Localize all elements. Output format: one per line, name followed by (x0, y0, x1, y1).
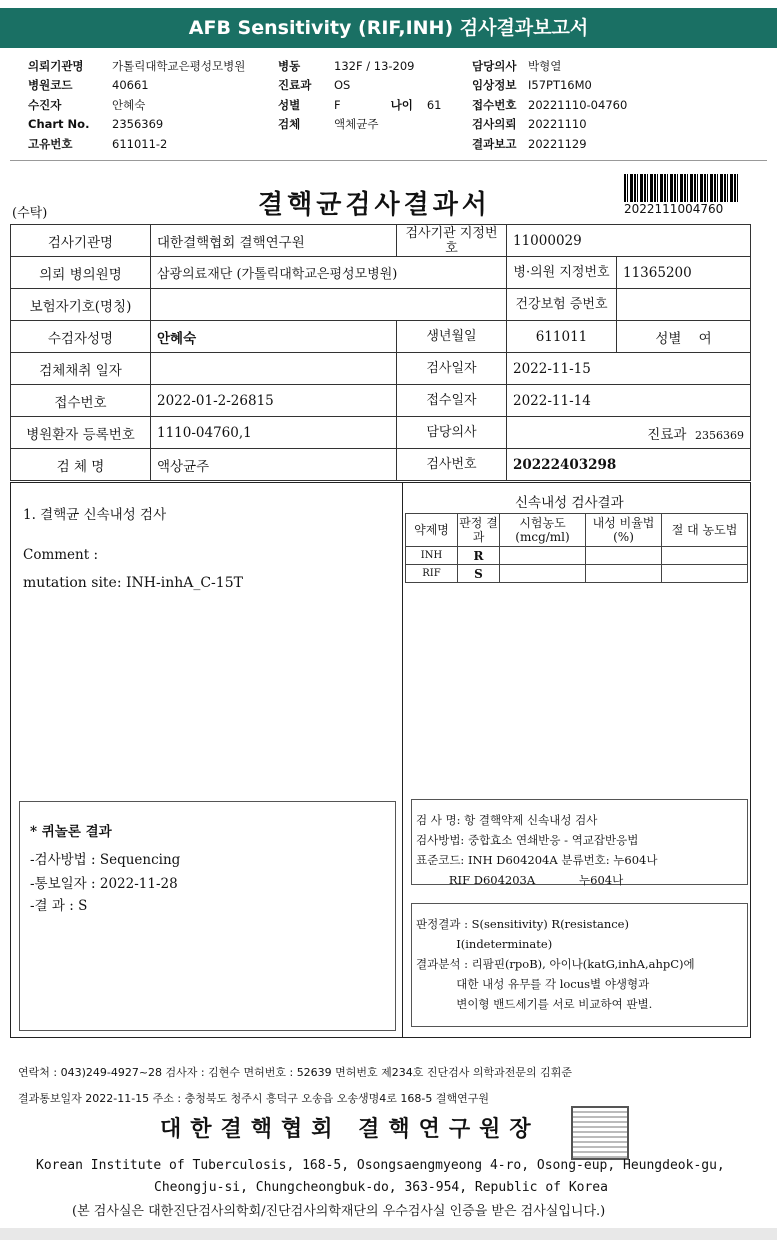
age-label: 나이 (390, 97, 413, 112)
dob-label: 생년월일 (397, 321, 507, 353)
insurance-no-label: 건강보험 증번호 (507, 289, 617, 321)
scanned-report (10, 172, 767, 1040)
institute-name: 대한결핵협회 결핵연구원장 (160, 1116, 540, 1142)
uid-label: 고유번호 (28, 136, 73, 151)
hosp-code-label: 병원코드 (28, 78, 73, 93)
lab-id-label: 검사기관 지정번호 (397, 225, 507, 257)
table-row (406, 565, 748, 583)
dept: OS (334, 78, 351, 93)
barcode-icon (624, 174, 738, 202)
rcpt-label: 접수번호 (11, 385, 151, 417)
test-date: 2022-11-15 (507, 353, 751, 385)
lab-id: 11000029 (507, 225, 751, 257)
rcpt-date-label: 접수일자 (397, 385, 507, 417)
th-ratio: 내성 비율법(%) (586, 514, 662, 547)
seal-stamp-icon (571, 1106, 629, 1160)
quinolone-title: * 퀴놀론 결과 (30, 824, 112, 840)
results-title: 신속내성 검사결과 (515, 495, 624, 511)
lab-name-label: 검사기관명 (11, 225, 151, 257)
document-title: 결핵균검사결과서 (258, 190, 491, 220)
dept-value-doc: 2356369 (695, 428, 744, 442)
judge-line: I(indeterminate) (416, 937, 553, 951)
english-address-2: Cheongju-si, Chungcheongbuk-do, 363-954, Republic of Korea (154, 1180, 608, 1195)
hosp-code: 40661 (112, 78, 149, 93)
comment-label: Comment : (23, 547, 99, 563)
quinolone-result: -결 과 : S (30, 898, 88, 914)
req-hosp-label: 의뢰 병의원명 (11, 257, 151, 289)
certification-note: (본 검사실은 대한진단검사의학회/진단검사의학재단의 우수검사실 인증을 받은 검사실입니다.) (72, 1204, 606, 1219)
ordering-org: 가톨릭대학교은평성모병원 (112, 58, 246, 73)
quinolone-date: -통보일자 : 2022-11-28 (30, 876, 178, 892)
sex-label-doc: 성별 (655, 330, 682, 347)
section-title: 1. 결핵균 신속내성 검사 (23, 507, 167, 523)
doctor-label: 담당의사 (472, 58, 517, 73)
test-date-label: 검사일자 (397, 353, 507, 385)
specimen-label: 검체 (278, 117, 301, 132)
age-value: 61 (426, 97, 442, 112)
patient-name: 안혜숙 (112, 97, 146, 112)
quinolone-box (19, 801, 396, 1031)
dept-label-doc: 진료과 (647, 426, 687, 443)
insurance-no (617, 289, 751, 321)
patient-header (28, 56, 748, 154)
patient-label: 수진자 (28, 97, 62, 112)
uid: 611011-2 (112, 136, 168, 151)
insured (151, 289, 507, 321)
spec-label: 검 체 명 (11, 449, 151, 481)
hosp-id-label: 병·의원 지정번호 (507, 257, 617, 289)
collect-label: 검체채취 일자 (11, 353, 151, 385)
receipt-label: 접수번호 (472, 97, 517, 112)
english-address-1: Korean Institute of Tuberculosis, 168-5, Osongsaengmyeong 4-ro, Osong-eup, Heungdeok-gu, (36, 1158, 725, 1173)
info-line: 검 사 명: 항 결핵약제 신속내성 검사 (416, 813, 598, 827)
report-banner: AFB Sensitivity (RIF,INH) 검사결과보고서 (0, 8, 777, 48)
request-label: 검사의뢰 (472, 117, 517, 132)
divider (10, 160, 767, 161)
reg-label: 병원환자 등록번호 (11, 417, 151, 449)
th-result: 판정 결과 (458, 514, 500, 547)
info-line: RIF D604203A 누604나 (416, 873, 624, 887)
lab-name: 대한결핵협회 결핵연구원 (151, 225, 397, 257)
report-date: 20221129 (528, 136, 587, 151)
th-drug: 약제명 (406, 514, 458, 547)
bottom-strip (0, 1228, 777, 1240)
table-row (406, 547, 748, 565)
contact-line: 연락처 : 043)249-4927~28 검사자 : 김현수 면허번호 : 52639 면허번호 제234호 진단검사 의학과전문의 김휘준 (18, 1066, 573, 1079)
rcpt-no: 2022-01-2-26815 (151, 385, 397, 417)
mutation-site: mutation site: INH-inhA_C-15T (23, 575, 243, 591)
test-no: 20222403298 (507, 449, 751, 481)
drug-result: S (458, 565, 500, 583)
spec-name: 액상균주 (151, 449, 397, 481)
judge-line: 결과분석 : 리팜핀(rpoB), 아이나(katG,inhA,ahpC)에 (416, 957, 695, 971)
doctor-label-doc: 담당의사 (397, 417, 507, 449)
sex-doc: 여 (698, 330, 712, 347)
dob: 611011 (507, 321, 617, 353)
specimen: 액체균주 (334, 117, 379, 132)
quinolone-method: -검사방법 : Sequencing (30, 852, 181, 868)
judge-line: 대한 내성 유무를 각 locus별 야생형과 (416, 977, 650, 991)
doctor: 박형열 (528, 58, 562, 73)
judgement-box (411, 903, 748, 1027)
chart-label: Chart No. (28, 117, 90, 132)
sensitivity-table (405, 513, 748, 583)
judge-line: 판정결과 : S(sensitivity) R(resistance) (416, 917, 629, 931)
barcode-number: 2022111004760 (624, 202, 724, 216)
clinical-label: 임상정보 (472, 78, 517, 93)
ordering-org-label: 의뢰기관명 (28, 58, 84, 73)
dept-label: 진료과 (278, 78, 312, 93)
th-absolute: 절 대 농도법 (662, 514, 748, 547)
results-area (10, 482, 751, 1038)
reg-no: 1110-04760,1 (151, 417, 397, 449)
subject-name: 안혜숙 (151, 321, 397, 353)
info-line: 표준코드: INH D604204A 분류번호: 누604나 (416, 853, 658, 867)
chart-no: 2356369 (112, 117, 164, 132)
test-no-label: 검사번호 (397, 449, 507, 481)
info-line: 검사방법: 중합효소 연쇄반응 - 역교잡반응법 (416, 833, 639, 847)
drug-name: INH (406, 547, 458, 565)
entrust-label: (수탁) (12, 206, 48, 221)
drug-result: R (458, 547, 500, 565)
sex-label: 성별 (278, 97, 301, 112)
sex-value: F (334, 97, 341, 112)
th-conc: 시험농도 (mcg/ml) (500, 514, 586, 547)
collect-date (151, 353, 397, 385)
report-label: 결과보고 (472, 136, 517, 151)
clinical-info: I57PT16M0 (528, 78, 592, 93)
ward-label: 병동 (278, 58, 301, 73)
notify-line: 결과통보일자 2022-11-15 주소 : 충청북도 청주시 흥덕구 오송읍 오송생명4로 168-5 결핵연구원 (18, 1092, 489, 1105)
hosp-id: 11365200 (617, 257, 751, 289)
info-table (10, 224, 751, 481)
rcpt-date: 2022-11-14 (507, 385, 751, 417)
left-column (11, 483, 403, 1037)
insured-label: 보험자기호(명칭) (11, 289, 151, 321)
request-date: 20221110 (528, 117, 587, 132)
judge-line: 변이형 밴드세기를 서로 비교하여 판별. (416, 997, 653, 1011)
test-info-box (411, 799, 748, 885)
name-label: 수검자성명 (11, 321, 151, 353)
ward: 132F / 13-209 (334, 58, 415, 73)
drug-name: RIF (406, 565, 458, 583)
req-hosp: 삼광의료재단 (가톨릭대학교은평성모병원) (151, 257, 507, 289)
receipt-no: 20221110-04760 (528, 97, 628, 112)
